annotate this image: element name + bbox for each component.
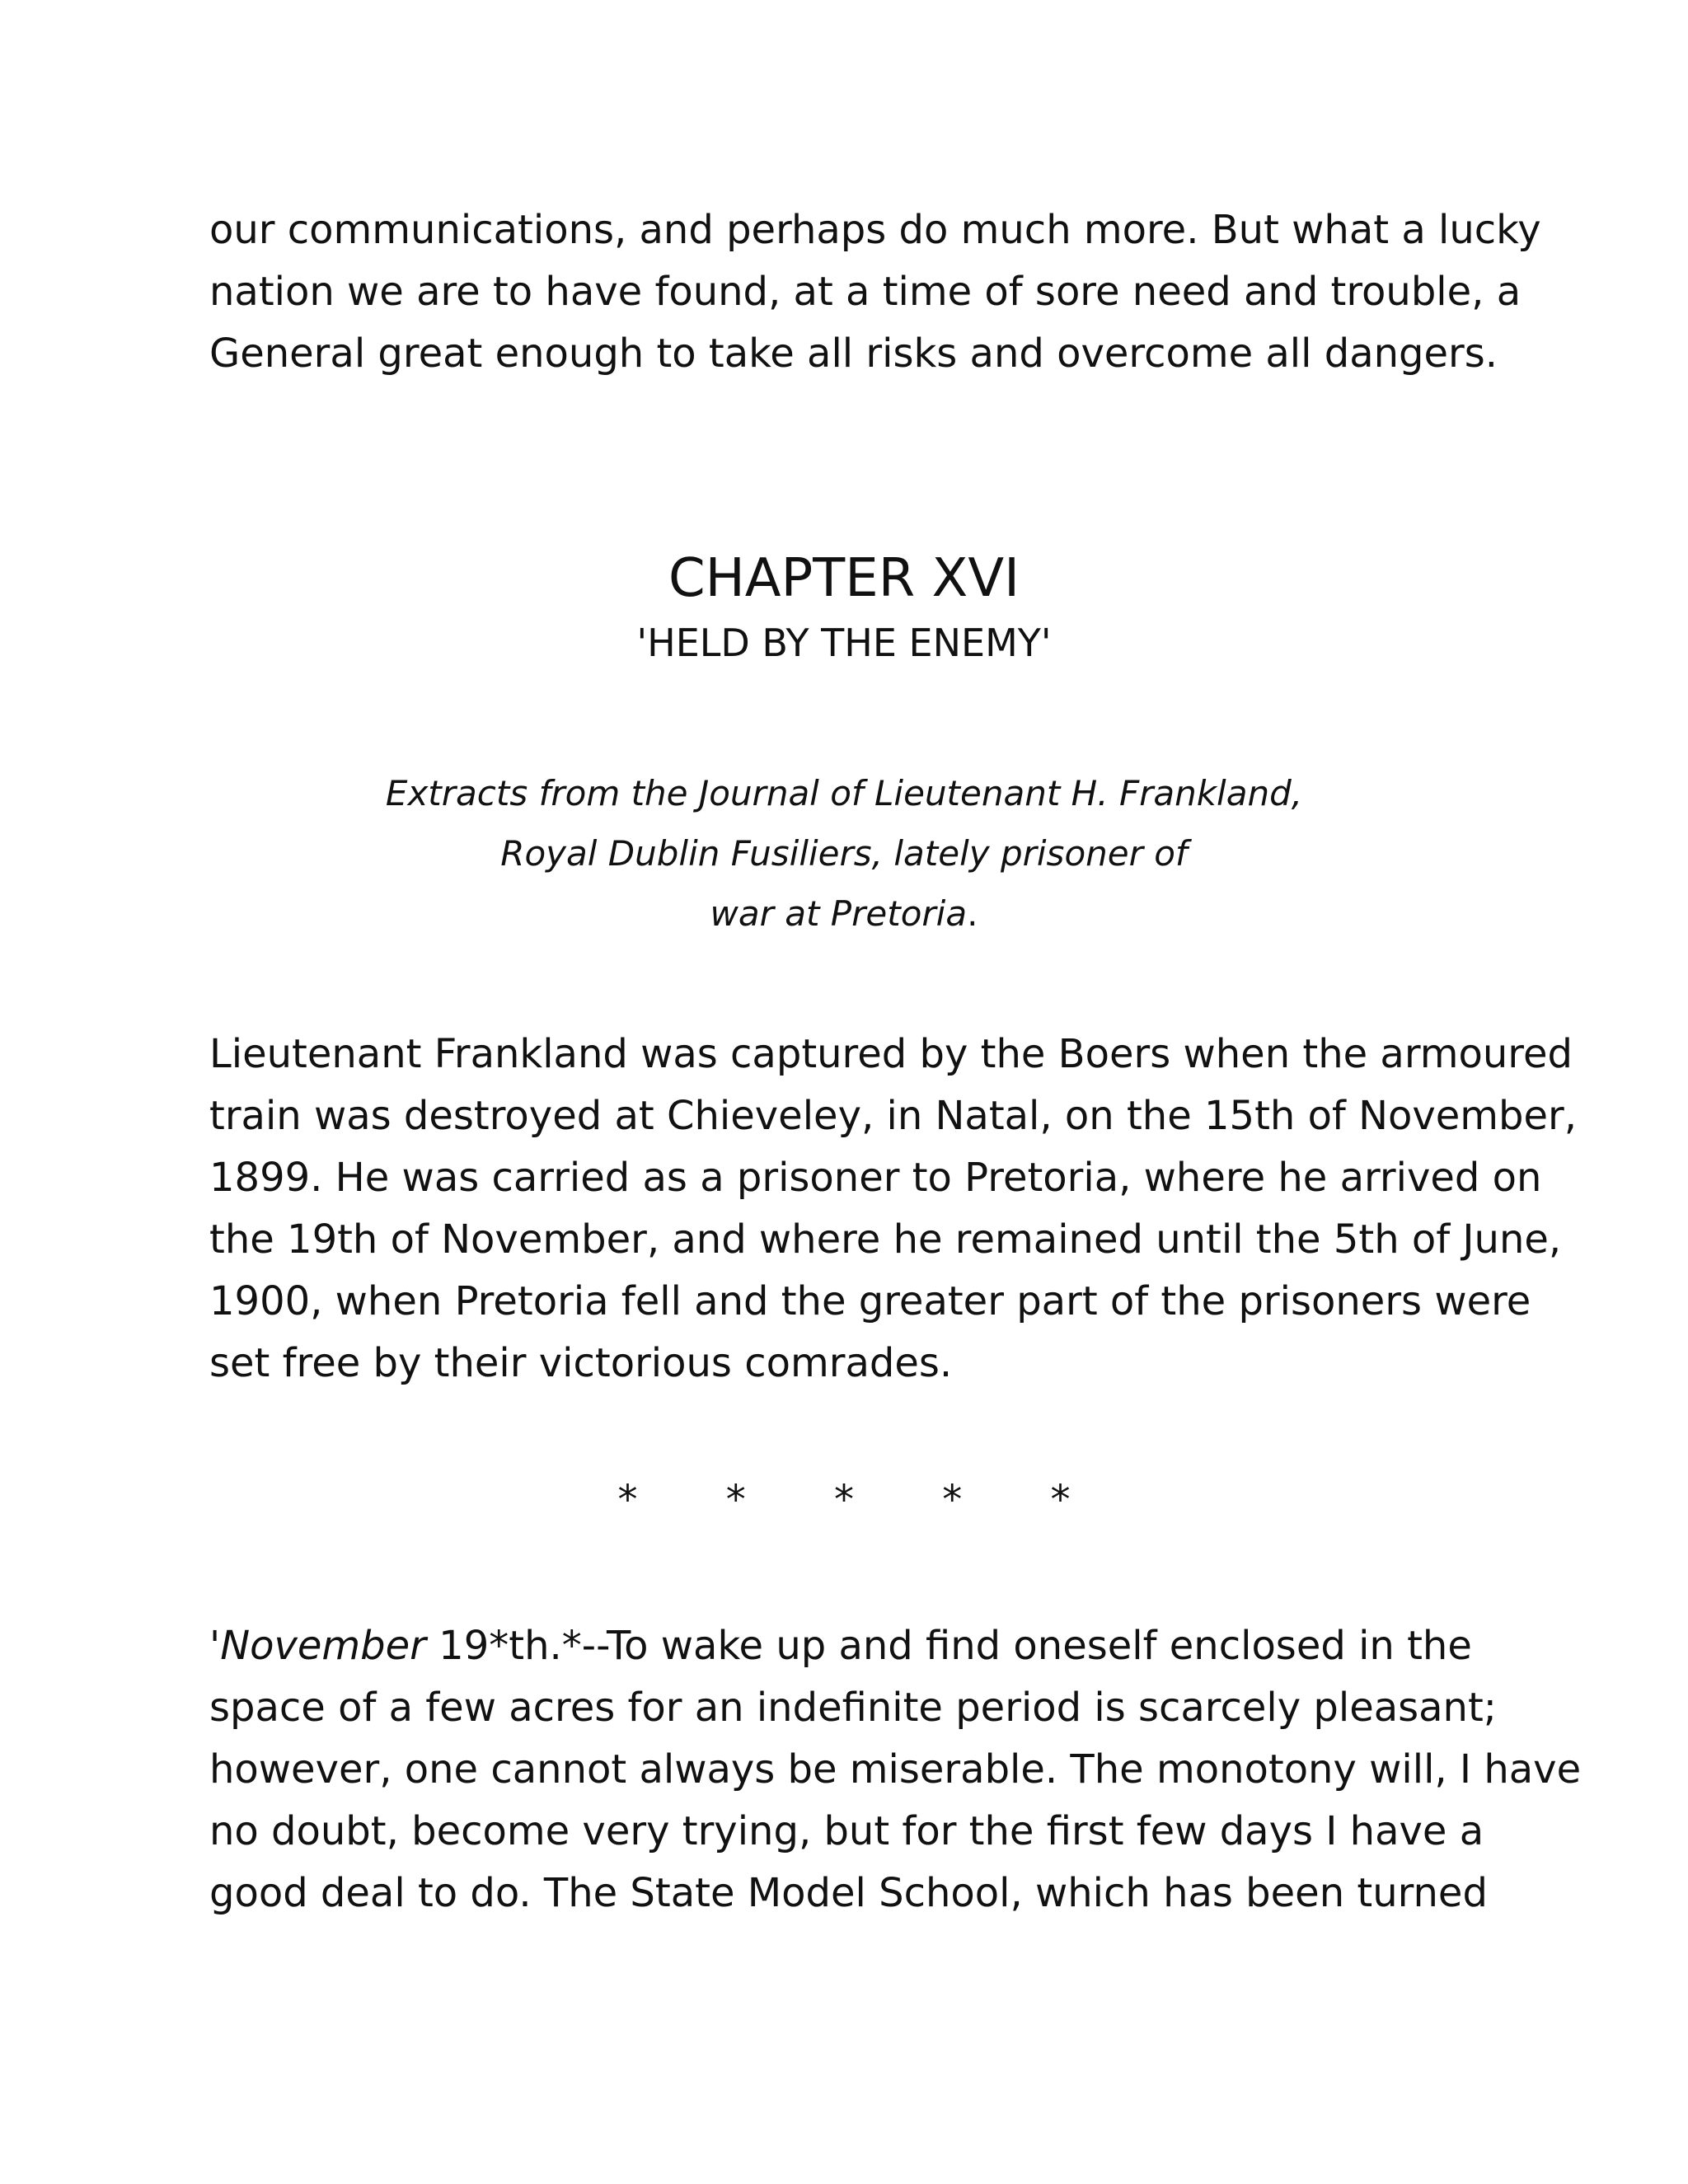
entry-first-line-text: 19*th.*--To wake up and find oneself enclosed in the	[425, 1623, 1472, 1669]
text-line: space of a few acres for an indefinite period is scarcely pleasant;	[209, 1685, 1497, 1731]
text-line: General great enough to take all risks and overcome all dangers.	[209, 330, 1498, 377]
text-line: however, one cannot always be miserable. The monotony will, I have	[209, 1746, 1582, 1793]
epigraph-line	[0, 883, 1688, 944]
epigraph-line: Royal Dublin Fusiliers, lately prisoner of	[500, 833, 1188, 874]
chapter-epigraph	[0, 763, 1688, 944]
text-line: nation we are to have found, at a time of sore need and trouble, a	[209, 269, 1522, 315]
text-line	[209, 1615, 1472, 1677]
text-line: Lieutenant Frankland was captured by the Boers when the armoured	[209, 1031, 1573, 1077]
separator-asterisk: *	[1050, 1477, 1071, 1523]
text-line: set free by their victorious comrades.	[209, 1340, 953, 1386]
text-line: train was destroyed at Chieveley, in Natal, on the 15th of November,	[209, 1093, 1578, 1139]
text-line: no doubt, become very trying, but for the first few days I have a	[209, 1808, 1484, 1854]
summary-paragraph	[209, 1024, 1578, 1394]
separator-asterisk: *	[617, 1477, 638, 1523]
chapter-subtitle: 'HELD BY THE ENEMY'	[636, 621, 1052, 665]
intro-paragraph	[209, 199, 1541, 385]
epigraph-period: .	[967, 893, 978, 934]
epigraph-line: Extracts from the Journal of Lieutenant H. Frankland,	[385, 773, 1303, 813]
separator-asterisk: *	[834, 1477, 854, 1523]
text-line: 1900, when Pretoria fell and the greater part of the prisoners were	[209, 1278, 1531, 1324]
chapter-title: CHAPTER XVI	[668, 548, 1020, 609]
open-quote: '	[209, 1623, 221, 1669]
text-line: good deal to do. The State Model School, which has been turned	[209, 1870, 1488, 1916]
separator-asterisk: *	[725, 1477, 746, 1523]
text-line: our communications, and perhaps do much more. But what a lucky	[209, 207, 1541, 253]
journal-entry-paragraph	[209, 1615, 1582, 1924]
section-separator	[0, 1475, 1688, 1525]
text-line: the 19th of November, and where he remained until the 5th of June,	[209, 1216, 1562, 1263]
text-line: 1899. He was carried as a prisoner to Pretoria, where he arrived on	[209, 1155, 1542, 1201]
separator-asterisk: *	[942, 1477, 963, 1523]
epigraph-line-text: war at Pretoria	[710, 893, 968, 934]
entry-date-word: November	[220, 1623, 426, 1669]
